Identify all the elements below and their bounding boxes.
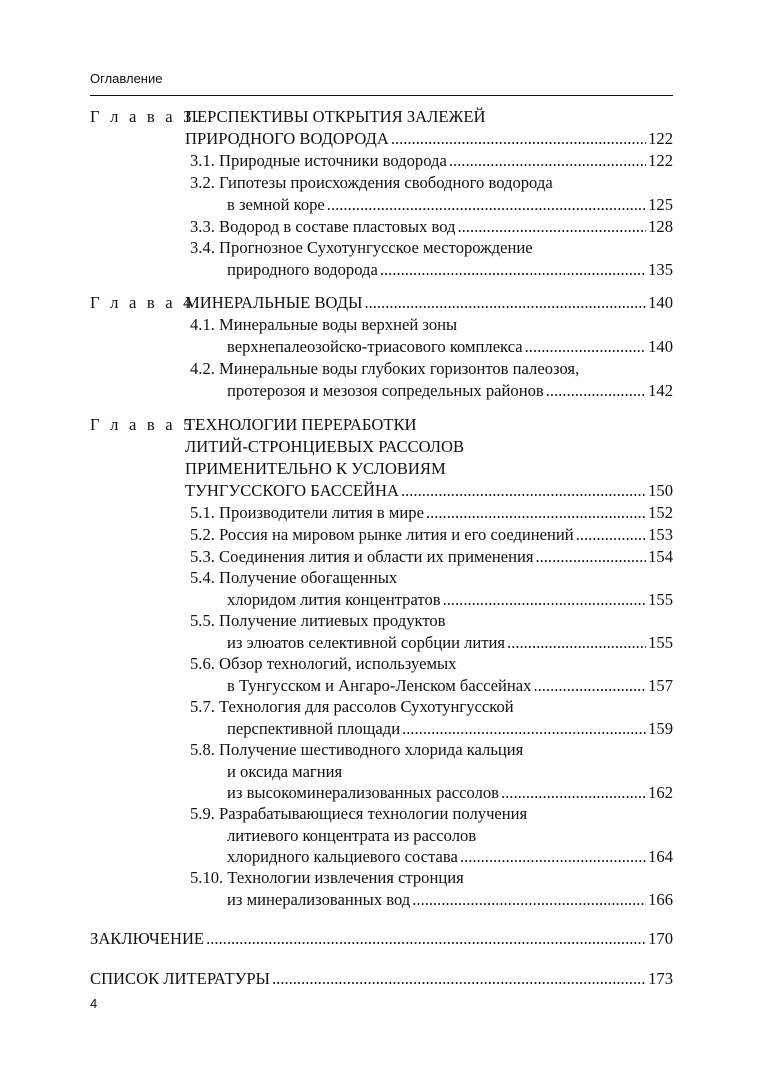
section-title: 5.7. Технология для рассолов Сухотунгусской <box>190 697 514 716</box>
dot-leader <box>412 889 646 911</box>
chapter-5-title-entry[interactable] <box>185 480 673 502</box>
section-page: 166 <box>648 890 673 909</box>
section-title: 3.4. Прогнозное Сухотунгусское месторождение <box>190 238 533 257</box>
section-title: 5.1. Производители лития в мире <box>190 503 424 522</box>
section-title-continued: хлоридом лития концентратов <box>227 590 441 609</box>
toc-entry-5-9[interactable] <box>227 846 673 868</box>
section-title-continued: хлоридного кальциевого состава <box>227 847 458 866</box>
section-title-continued: верхнепалеозойско-триасового комплекса <box>227 337 523 356</box>
section-title: 5.6. Обзор технологий, используемых <box>190 654 457 673</box>
toc-entry-5-6[interactable] <box>227 675 673 697</box>
section-title: 4.1. Минеральные воды верхней зоны <box>190 315 458 334</box>
dot-leader <box>380 259 646 281</box>
section-page: 153 <box>648 525 673 544</box>
dot-leader <box>460 846 646 868</box>
section-title-continued: в земной коре <box>227 195 325 214</box>
section-title-continued: природного водорода <box>227 260 378 279</box>
section-page: 162 <box>648 783 673 802</box>
dot-leader <box>525 336 646 358</box>
section-title: 5.3. Соединения лития и области их применения <box>190 547 534 566</box>
toc-entry-5-8[interactable] <box>227 782 673 804</box>
back-matter-page: 170 <box>648 929 673 948</box>
toc-entry-3-4[interactable] <box>227 259 673 281</box>
dot-leader <box>402 718 646 740</box>
section-title: 5.9. Разрабатывающиеся технологии получения <box>190 804 528 823</box>
dot-leader <box>364 292 646 314</box>
chapter-3-title-line: ПЕРСПЕКТИВЫ ОТКРЫТИЯ ЗАЛЕЖЕЙ <box>185 107 486 126</box>
dot-leader <box>449 150 646 172</box>
section-page: 128 <box>648 217 673 236</box>
section-title-continued: из высокоминерализованных рассолов <box>227 783 499 802</box>
chapter-5-title-line: ТУНГУССКОГО БАССЕЙНА <box>185 481 399 500</box>
section-page: 154 <box>648 547 673 566</box>
section-page: 155 <box>648 590 673 609</box>
dot-leader <box>206 928 646 950</box>
chapter-5-page: 150 <box>648 481 673 500</box>
section-title: 3.2. Гипотезы происхождения свободного водорода <box>190 173 553 192</box>
section-title: 5.5. Получение литиевых продуктов <box>190 611 446 630</box>
chapter-4-prefix: Г л а в а 4. <box>90 293 203 312</box>
section-page: 142 <box>648 381 673 400</box>
toc-entry-5-2[interactable] <box>190 524 673 546</box>
toc-entry-4-1[interactable] <box>227 336 673 358</box>
toc-entry-3-1[interactable] <box>190 150 673 172</box>
running-header: Оглавление <box>90 71 163 86</box>
section-page: 122 <box>648 151 673 170</box>
chapter-5-title-line: ЛИТИЙ-СТРОНЦИЕВЫХ РАССОЛОВ <box>185 437 465 456</box>
section-page: 135 <box>648 260 673 279</box>
section-title-continued: из минерализованных вод <box>227 890 411 909</box>
toc-entry-5-4[interactable] <box>227 589 673 611</box>
section-page: 125 <box>648 195 673 214</box>
toc-entry-5-10[interactable] <box>227 889 673 911</box>
section-page: 159 <box>648 719 673 738</box>
chapter-5-prefix: Г л а в а 5. <box>90 415 203 434</box>
back-matter-title: ЗАКЛЮЧЕНИЕ <box>90 929 205 948</box>
chapter-4-page: 140 <box>648 293 673 312</box>
section-page: 152 <box>648 503 673 522</box>
chapter-3-title-line: ПРИРОДНОГО ВОДОРОДА <box>185 129 389 148</box>
dot-leader <box>458 216 647 238</box>
section-title-continued: и оксида магния <box>227 762 343 781</box>
section-title: 5.4. Получение обогащенных <box>190 568 398 587</box>
section-page: 140 <box>648 337 673 356</box>
chapter-3-title-entry[interactable] <box>185 128 673 150</box>
dot-leader <box>401 480 646 502</box>
section-title: 4.2. Минеральные воды глубоких горизонтов палеозоя, <box>190 359 580 378</box>
dot-leader <box>576 524 646 546</box>
back-matter-page: 173 <box>648 969 673 988</box>
dot-leader <box>391 128 646 150</box>
chapter-4-title-line: МИНЕРАЛЬНЫЕ ВОДЫ <box>185 293 363 312</box>
chapter-3-page: 122 <box>648 129 673 148</box>
section-title-continued: протерозоя и мезозоя сопредельных районов <box>227 381 544 400</box>
toc-entry-5-5[interactable] <box>227 632 673 654</box>
toc-entry-5-1[interactable] <box>190 502 673 524</box>
dot-leader <box>501 782 646 804</box>
chapter-3-prefix: Г л а в а 3. <box>90 107 203 126</box>
section-title-continued: из элюатов селективной сорбции лития <box>227 633 506 652</box>
section-title: 5.8. Получение шестиводного хлорида кальция <box>190 740 524 759</box>
dot-leader <box>535 546 646 568</box>
section-title: 3.1. Природные источники водорода <box>190 151 447 170</box>
chapter-4-title-entry[interactable] <box>185 292 673 314</box>
dot-leader <box>507 632 646 654</box>
header-rule <box>90 95 673 96</box>
toc-entry-5-3[interactable] <box>190 546 673 568</box>
toc-entry-3-3[interactable] <box>190 216 673 238</box>
section-title: 5.10. Технологии извлечения стронция <box>190 868 464 887</box>
dot-leader <box>272 968 646 990</box>
back-matter-title: СПИСОК ЛИТЕРАТУРЫ <box>90 969 271 988</box>
toc-entry-conclusion[interactable] <box>90 928 673 950</box>
section-page: 155 <box>648 633 673 652</box>
section-title-continued: в Тунгусском и Ангаро-Ленском бассейнах <box>227 676 532 695</box>
page-number: 4 <box>90 996 98 1011</box>
chapter-5-title-line: ПРИМЕНИТЕЛЬНО К УСЛОВИЯМ <box>185 459 446 478</box>
dot-leader <box>533 675 646 697</box>
toc-entry-references[interactable] <box>90 968 673 990</box>
section-title-continued: перспективной площади <box>227 719 401 738</box>
toc-entry-5-7[interactable] <box>227 718 673 740</box>
dot-leader <box>546 380 646 402</box>
dot-leader <box>426 502 646 524</box>
dot-leader <box>443 589 647 611</box>
section-page: 164 <box>648 847 673 866</box>
section-title: 5.2. Россия на мировом рынке лития и его соединений <box>190 525 574 544</box>
section-title-continued: литиевого концентрата из рассолов <box>227 826 477 845</box>
toc-entry-3-2[interactable] <box>227 194 673 216</box>
section-page: 157 <box>648 676 673 695</box>
toc-entry-4-2[interactable] <box>227 380 673 402</box>
dot-leader <box>327 194 646 216</box>
chapter-5-title-line: ТЕХНОЛОГИИ ПЕРЕРАБОТКИ <box>185 415 417 434</box>
section-title: 3.3. Водород в составе пластовых вод <box>190 217 456 236</box>
